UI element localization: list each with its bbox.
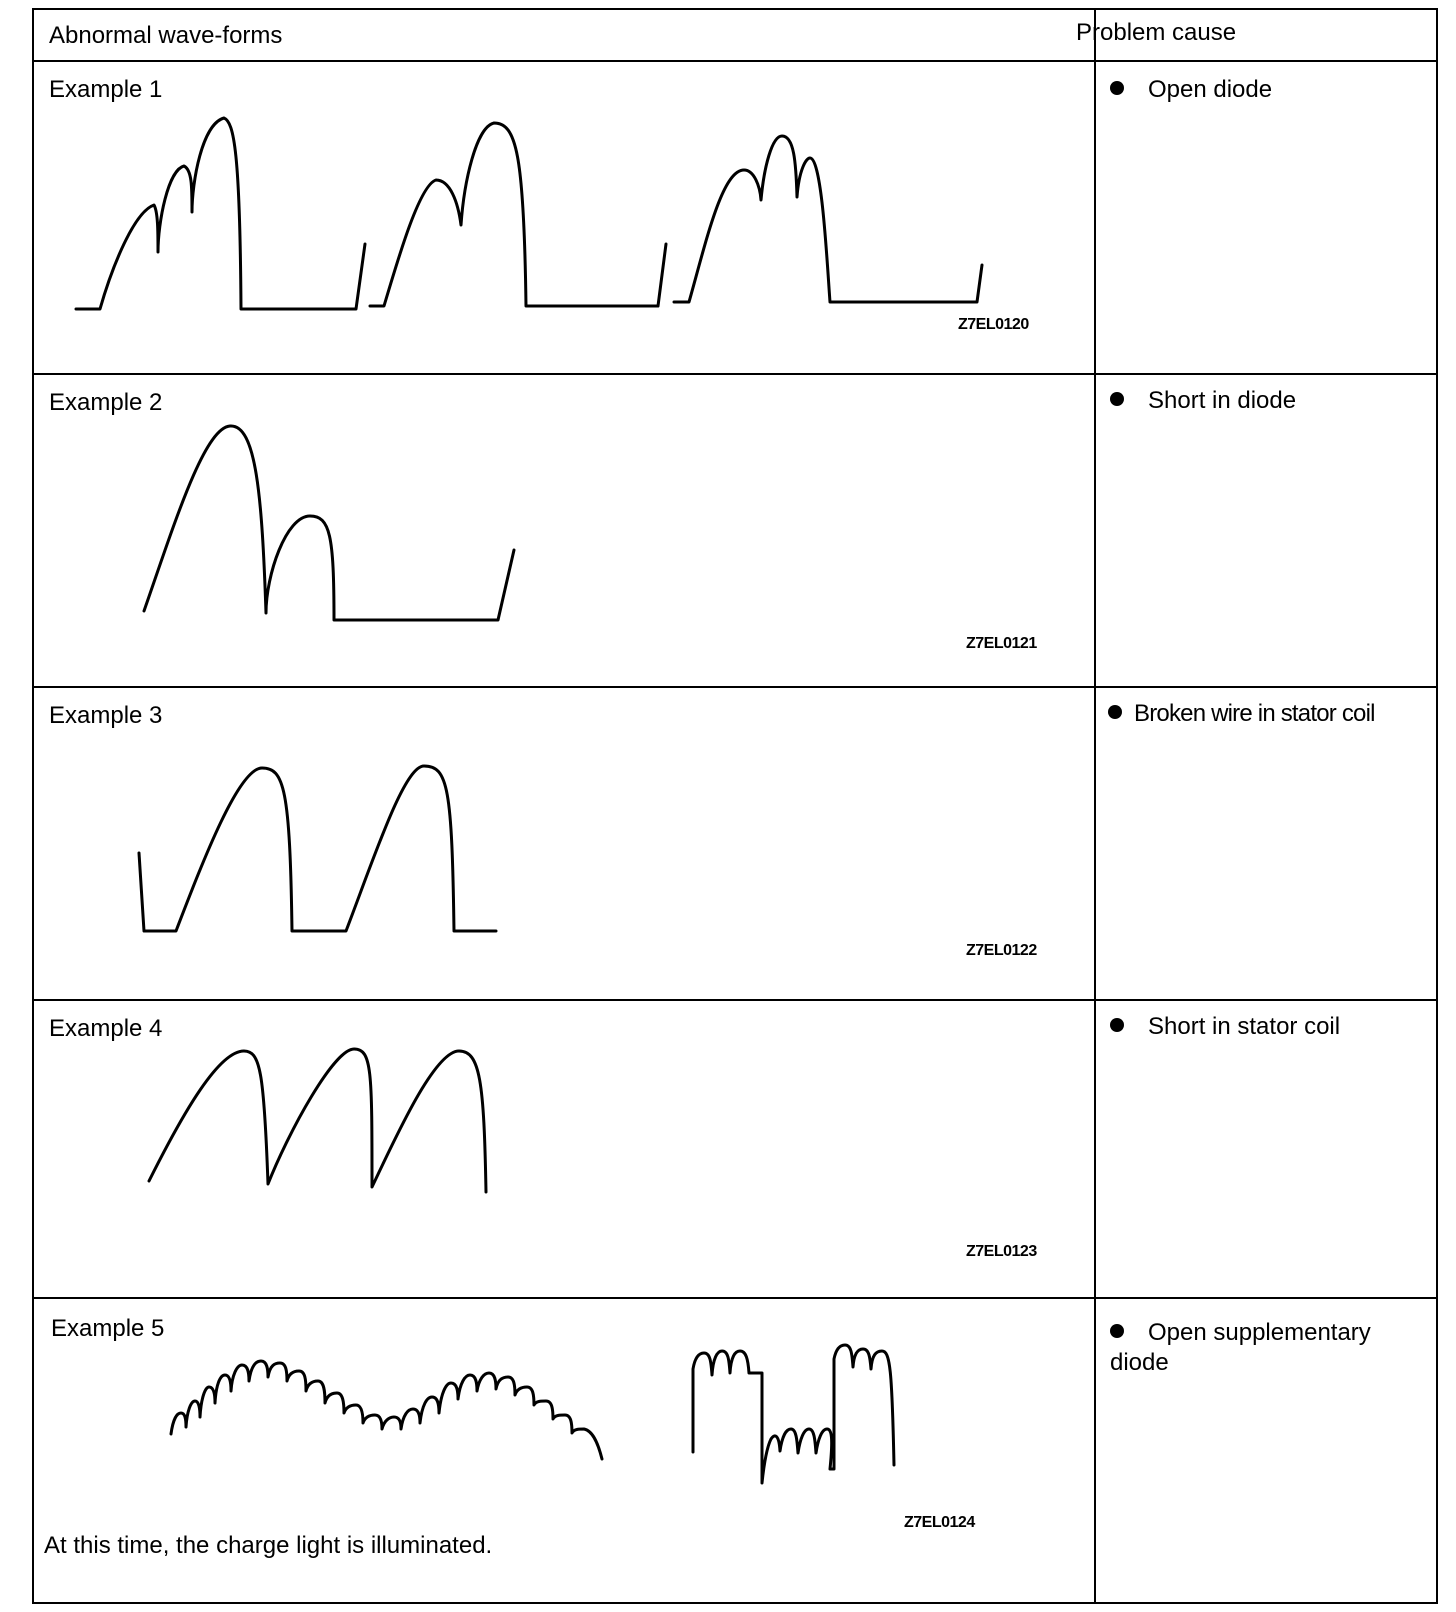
cause-5-text: Open supplementary diode [1110, 1319, 1371, 1377]
example-5-row [34, 1299, 1436, 1602]
header-problem-cause: Problem cause [1076, 19, 1237, 46]
bullet-icon [1108, 705, 1122, 719]
example-4-waveform [34, 1001, 1090, 1297]
example-3-waveform [34, 688, 1090, 999]
cause-4 [1110, 1011, 1430, 1041]
example-2-row [34, 375, 1436, 688]
example-3-label: Example 3 [49, 702, 163, 729]
header-waveforms: Abnormal wave-forms [49, 22, 283, 49]
cause-1-text: Open diode [1148, 76, 1273, 104]
figure-code-2: Z7EL0121 [966, 635, 1037, 652]
figure-code-5: Z7EL0124 [904, 1514, 975, 1531]
cause-5 [1110, 1317, 1410, 1377]
example-1-row [34, 62, 1436, 375]
example-4-row [34, 1001, 1436, 1299]
cause-3-text: Broken wire in stator coil [1134, 700, 1375, 728]
header-row [34, 10, 1436, 62]
example-3-row [34, 688, 1436, 1001]
cause-1 [1110, 74, 1430, 104]
example-1-waveform [34, 62, 1090, 373]
example-2-waveform [34, 375, 1090, 686]
cause-4-text: Short in stator coil [1148, 1013, 1341, 1041]
example-4-label: Example 4 [49, 1015, 163, 1042]
figure-code-1: Z7EL0120 [958, 316, 1029, 333]
figure-code-4: Z7EL0123 [966, 1243, 1037, 1260]
cause-3 [1108, 698, 1428, 728]
bullet-icon [1110, 1018, 1124, 1032]
bullet-icon [1110, 392, 1124, 406]
figure-code-3: Z7EL0122 [966, 942, 1037, 959]
cause-2 [1110, 385, 1430, 415]
bullet-icon [1110, 81, 1124, 95]
example-1-label: Example 1 [49, 76, 163, 103]
example-2-label: Example 2 [49, 389, 163, 416]
example-5-note: At this time, the charge light is illuminated. [44, 1532, 493, 1559]
cause-2-text: Short in diode [1148, 387, 1297, 415]
example-5-label: Example 5 [51, 1315, 165, 1342]
bullet-icon [1110, 1324, 1124, 1338]
waveform-table [32, 8, 1438, 1604]
